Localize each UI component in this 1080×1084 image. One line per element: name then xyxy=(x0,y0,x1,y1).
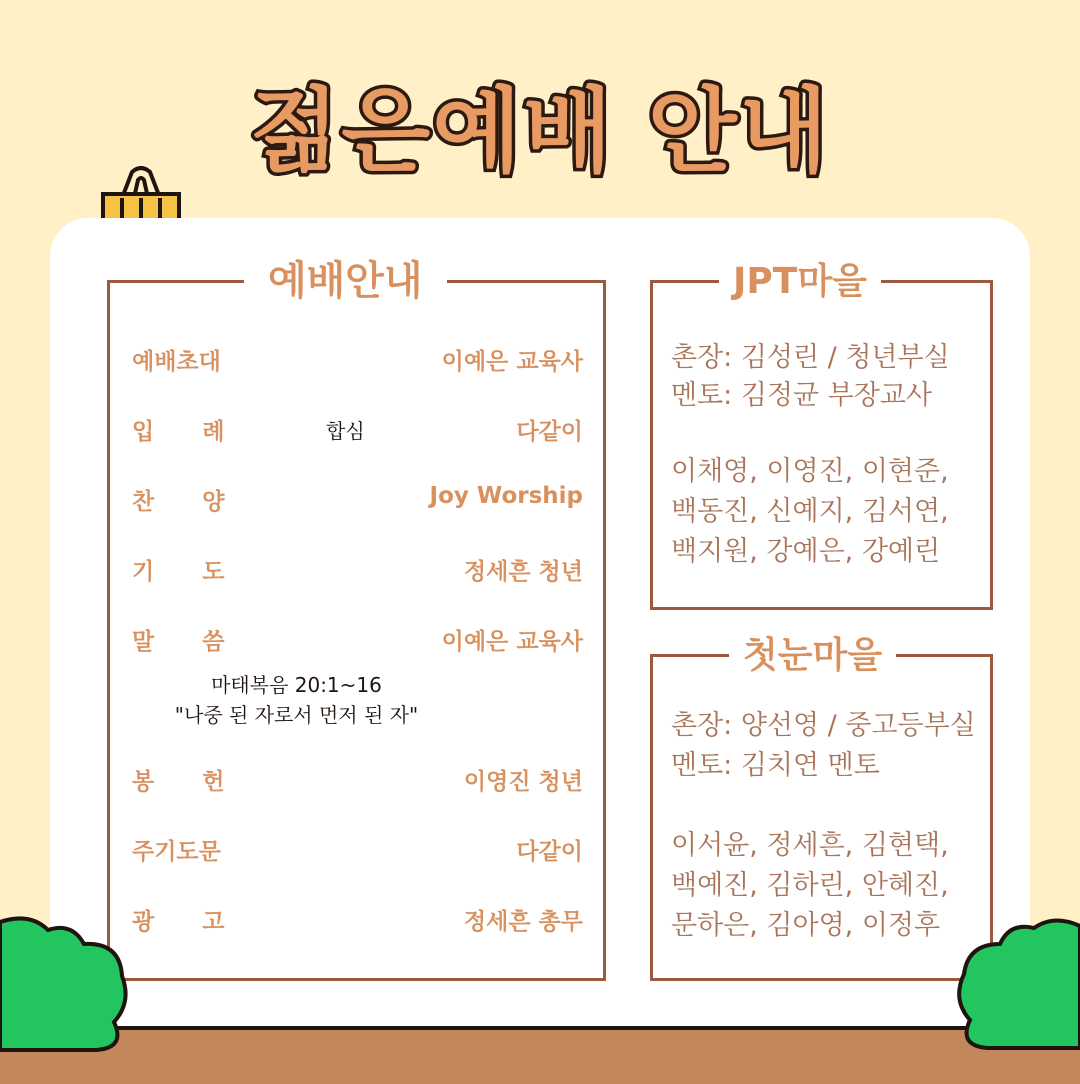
firstsnow-member-line: 백예진, 김하린, 안혜진, xyxy=(671,870,949,901)
firstsnow-mentor: 멘토: 김치연 멘토 xyxy=(671,750,880,781)
firstsnow-leader: 촌장: 양선영 / 중고등부실 xyxy=(671,710,976,741)
service-row-value: Joy Worship xyxy=(429,483,583,509)
service-row-value: 다같이 xyxy=(516,839,583,865)
service-row-label: 봉 헌 xyxy=(132,769,225,795)
service-panel xyxy=(107,258,606,981)
service-row xyxy=(132,623,583,663)
firstsnow-member-line: 문하은, 김아영, 이정후 xyxy=(671,910,941,941)
service-heading: 예배안내 xyxy=(244,249,447,306)
firstsnow-panel xyxy=(650,635,993,981)
service-row-value: 다같이 xyxy=(516,419,583,445)
service-row-label: 입 례 xyxy=(132,419,225,445)
ground-strip xyxy=(0,1026,1080,1084)
scripture-quote: "나중 된 자로서 먼저 된 자" xyxy=(174,703,419,727)
bush-right-icon xyxy=(954,914,1080,1050)
service-row-label: 기 도 xyxy=(132,559,225,585)
page-title: 젊은예배 안내 xyxy=(250,78,830,185)
service-row xyxy=(132,413,583,453)
jpt-heading: JPT마을 xyxy=(719,253,881,304)
service-row-middle: 합심 xyxy=(326,419,365,443)
service-row-label: 말 씀 xyxy=(132,629,225,655)
firstsnow-heading: 첫눈마을 xyxy=(729,627,896,678)
jpt-member-line: 이채영, 이영진, 이현준, xyxy=(671,456,949,487)
service-row xyxy=(132,833,583,873)
jpt-member-line: 백지원, 강예은, 강예린 xyxy=(671,536,941,567)
service-row-value: 정세흔 총무 xyxy=(463,909,583,935)
scripture-reference: 마태복음 20:1~16 xyxy=(211,673,382,697)
bush-left-icon xyxy=(0,912,130,1052)
service-row xyxy=(132,553,583,593)
service-row xyxy=(132,763,583,803)
service-row xyxy=(132,343,583,383)
service-row-label: 광 고 xyxy=(132,909,225,935)
service-row xyxy=(132,483,583,523)
jpt-leader: 촌장: 김성린 / 청년부실 xyxy=(671,342,950,373)
firstsnow-member-line: 이서윤, 정세흔, 김현택, xyxy=(671,830,949,861)
jpt-member-line: 백동진, 신예지, 김서연, xyxy=(671,496,949,527)
service-row-label: 찬 양 xyxy=(132,489,225,515)
service-row-label: 주기도문 xyxy=(132,839,221,865)
jpt-panel xyxy=(650,261,993,610)
service-row-value: 이예은 교육사 xyxy=(441,629,583,655)
service-row-value: 이영진 청년 xyxy=(463,769,583,795)
service-row-label: 예배초대 xyxy=(132,349,221,375)
service-row-value: 정세흔 청년 xyxy=(463,559,583,585)
service-row xyxy=(132,903,583,943)
jpt-mentor: 멘토: 김정균 부장교사 xyxy=(671,380,932,411)
service-row-value: 이예은 교육사 xyxy=(441,349,583,375)
